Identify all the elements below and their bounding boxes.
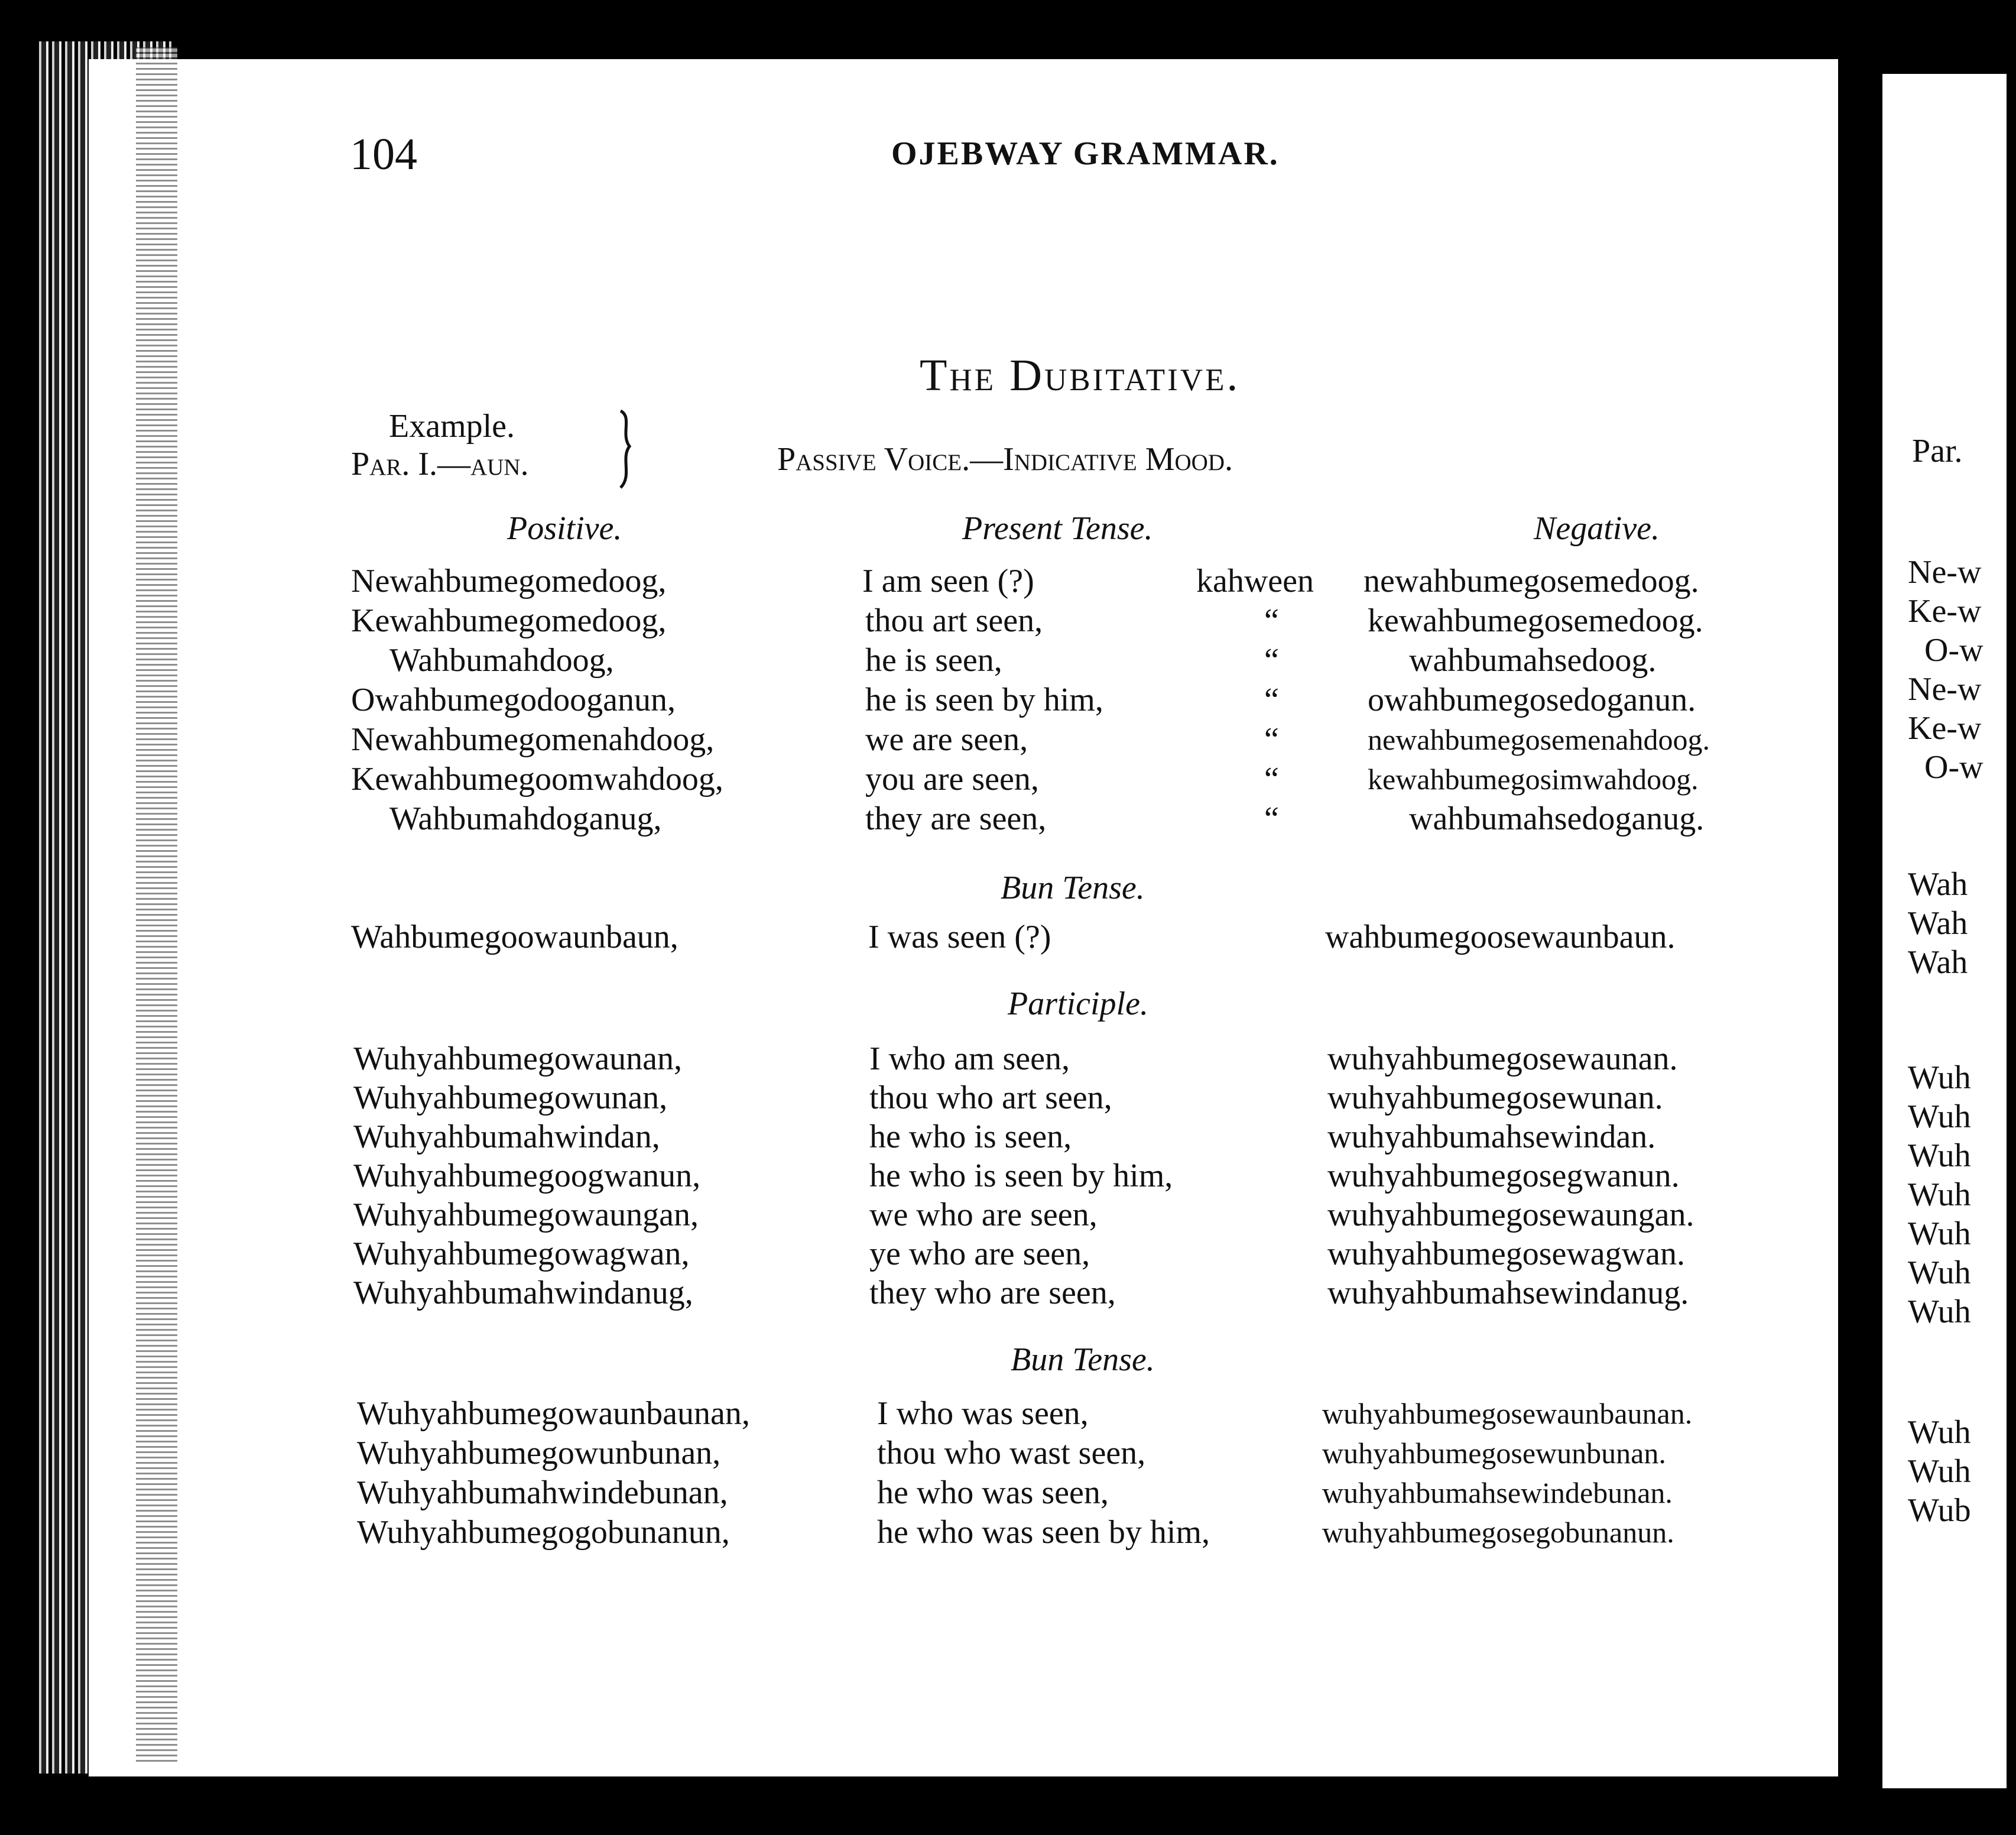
positive-form: Newahbumegomedoog, <box>351 563 667 599</box>
participle-bun-tense-title: Bun Tense. <box>1011 1341 1155 1378</box>
positive-form: Kewahbumegomedoog, <box>351 602 667 639</box>
positive-form: Owahbumegodooganun, <box>351 682 676 718</box>
positive-form: Wuhyahbumegowunan, <box>353 1079 668 1116</box>
fragment-line: Wuh <box>1908 1215 1971 1252</box>
paradigm-label: Par. I.—aun. <box>351 446 529 482</box>
negative-form: wuhyahbumegosewagwan. <box>1327 1236 1685 1272</box>
positive-form: Wuhyahbumegoogwanun, <box>353 1158 701 1194</box>
positive-form: Wuhyahbumahwindan, <box>353 1118 660 1155</box>
table-row <box>357 1434 1835 1473</box>
bun-tense-title: Bun Tense. <box>1001 870 1145 906</box>
positive-form: Wuhyahbumegowaungan, <box>353 1197 699 1233</box>
negative-form: wuhyahbumegosegobunanun. <box>1322 1516 1674 1549</box>
ditto-mark: “ <box>1264 721 1279 758</box>
negative-form: newahbumegosemedoog. <box>1364 563 1699 599</box>
positive-form: Wuhyahbumahwindanug, <box>353 1275 693 1311</box>
ditto-mark: “ <box>1264 642 1279 679</box>
fragment-line: Wuh <box>1908 1254 1971 1291</box>
fragment-line: Wuh <box>1908 1137 1971 1174</box>
english-gloss: thou art seen, <box>865 602 1043 639</box>
english-gloss: he who is seen by him, <box>869 1158 1173 1194</box>
negative-form: wuhyahbumahsewindan. <box>1327 1118 1656 1155</box>
english-gloss: we are seen, <box>865 721 1028 758</box>
present-tense-header: Present Tense. <box>962 510 1153 547</box>
negation-marker: kahween <box>1196 563 1314 599</box>
negative-form: wuhyahbumegosegwanun. <box>1327 1158 1680 1194</box>
negative-form: wahbumahsedoganug. <box>1409 800 1705 837</box>
positive-form: Kewahbumegoomwahdoog, <box>351 761 723 797</box>
english-gloss: I who am seen, <box>869 1040 1070 1077</box>
table-row <box>351 918 1829 957</box>
table-row <box>357 1513 1835 1552</box>
section-title: The Dubitative. <box>920 351 1241 400</box>
negative-form: kewahbumegosimwahdoog. <box>1368 763 1699 796</box>
fragment-line: Wah <box>1908 866 1968 903</box>
english-gloss: he who was seen by him, <box>877 1514 1210 1551</box>
table-row <box>353 1039 1831 1078</box>
brace-icon <box>615 408 638 491</box>
english-gloss: you are seen, <box>865 761 1039 797</box>
positive-header: Positive. <box>507 510 622 547</box>
negative-form: newahbumegosemenahdoog. <box>1368 723 1710 756</box>
positive-form: Wuhyahbumegowaunan, <box>353 1040 683 1077</box>
participle-table <box>353 1039 1831 1312</box>
english-gloss: thou who wast seen, <box>877 1435 1146 1471</box>
english-gloss: he is seen, <box>865 642 1002 679</box>
ditto-mark: “ <box>1264 761 1279 797</box>
fragment-line: Wub <box>1908 1492 1971 1529</box>
ditto-mark: “ <box>1264 800 1279 837</box>
positive-form: Wuhyahbumegogobunanun, <box>357 1514 730 1551</box>
table-row <box>357 1394 1835 1434</box>
english-gloss: he who was seen, <box>877 1474 1109 1511</box>
english-gloss: thou who art seen, <box>869 1079 1112 1116</box>
negative-form: wuhyahbumegosewunan. <box>1327 1079 1663 1116</box>
negative-form: wuhyahbumahsewindanug. <box>1327 1275 1689 1311</box>
english-gloss: I am seen (?) <box>862 563 1034 599</box>
fragment-line: Ke-w <box>1908 710 1982 747</box>
fragment-line: Ne-w <box>1908 671 1982 708</box>
fragment-line: Wuh <box>1908 1414 1971 1451</box>
participle-bun-table <box>357 1394 1835 1552</box>
positive-form: Wuhyahbumegowagwan, <box>353 1236 690 1272</box>
table-row <box>353 1156 1831 1195</box>
negative-form: owahbumegosedoganun. <box>1368 682 1696 718</box>
example-label: Example. <box>389 408 515 445</box>
page-number: 104 <box>350 129 417 179</box>
table-row <box>353 1195 1831 1234</box>
english-gloss: he who is seen, <box>869 1118 1072 1155</box>
negative-form: kewahbumegosemedoog. <box>1368 602 1703 639</box>
fragment-line: O-w <box>1924 749 1983 786</box>
negative-header: Negative. <box>1534 510 1660 547</box>
table-row <box>353 1117 1831 1156</box>
negative-form: wahbumegoosewaunbaun. <box>1325 919 1676 955</box>
positive-form: Wuhyahbumahwindebunan, <box>357 1474 728 1511</box>
next-page-par: Par. <box>1912 433 1963 469</box>
running-title: OJEBWAY GRAMMAR. <box>891 135 1280 172</box>
fragment-line: Ne-w <box>1908 554 1982 591</box>
table-row <box>353 1273 1831 1312</box>
positive-form: Wuhyahbumegowunbunan, <box>357 1435 721 1471</box>
negative-form: wahbumahsedoog. <box>1409 642 1657 679</box>
negative-form: wuhyahbumegosewunbunan. <box>1322 1437 1666 1470</box>
table-row <box>353 1078 1831 1117</box>
table-row <box>357 1473 1835 1513</box>
fragment-line: Wuh <box>1908 1176 1971 1213</box>
table-row <box>353 1234 1831 1273</box>
fragment-line: Wuh <box>1908 1293 1971 1330</box>
fragment-line: Wah <box>1908 905 1968 942</box>
negative-form: wuhyahbumegosewaunbaunan. <box>1322 1397 1693 1430</box>
positive-form: Wahbumahdoog, <box>389 642 614 679</box>
fragment-line: Wah <box>1908 944 1968 981</box>
participle-title: Participle. <box>1008 985 1148 1022</box>
english-gloss: he is seen by him, <box>865 682 1103 718</box>
ditto-mark: “ <box>1264 682 1279 718</box>
english-gloss: ye who are seen, <box>869 1236 1090 1272</box>
english-gloss: we who are seen, <box>869 1197 1098 1233</box>
english-gloss: they are seen, <box>865 800 1047 837</box>
fragment-line: Wuh <box>1908 1453 1971 1490</box>
negative-form: wuhyahbumegosewaunan. <box>1327 1040 1678 1077</box>
positive-form: Wuhyahbumegowaunbaunan, <box>357 1395 750 1432</box>
fragment-line: Ke-w <box>1908 593 1982 630</box>
negative-form: wuhyahbumahsewindebunan. <box>1322 1476 1673 1509</box>
english-gloss: I who was seen, <box>877 1395 1089 1432</box>
voice-mood-heading: Passive Voice.—Indicative Mood. <box>777 441 1233 478</box>
fragment-line: Wuh <box>1908 1059 1971 1096</box>
english-gloss: they who are seen, <box>869 1275 1116 1311</box>
negative-form: wuhyahbumegosewaungan. <box>1327 1197 1694 1233</box>
fragment-line: O-w <box>1924 632 1983 669</box>
english-gloss: I was seen (?) <box>868 919 1051 955</box>
ditto-mark: “ <box>1264 602 1279 639</box>
fragment-line: Wuh <box>1908 1098 1971 1135</box>
positive-form: Wahbumahdoganug, <box>389 800 662 837</box>
positive-form: Newahbumegomenahdoog, <box>351 721 715 758</box>
gutter-shadow <box>136 47 177 1762</box>
positive-form: Wahbumegoowaunbaun, <box>351 919 679 955</box>
